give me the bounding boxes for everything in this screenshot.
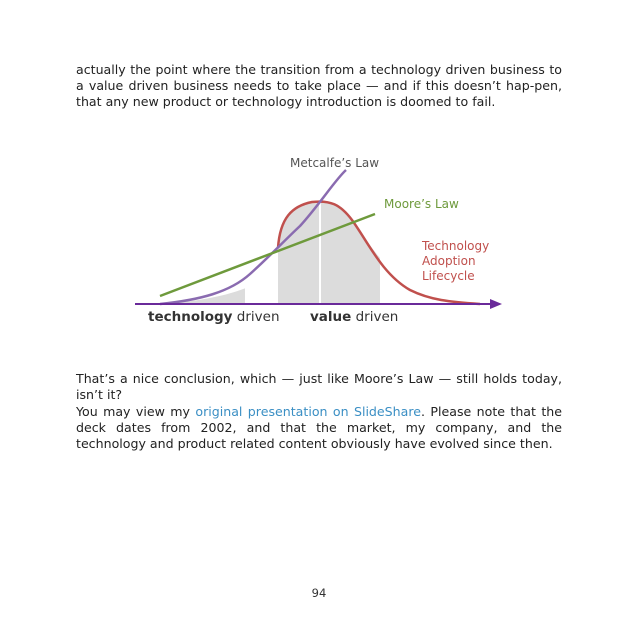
moores-law-label: Moore’s Law [384,197,459,211]
paragraph-intro: actually the point where the transition from a technology driven business to a value driven business needs to take place — and if this doesn’t hap-pen, that any new product or technology introduction is doomed to fail. [76,62,562,109]
paragraph-slideshare-before: You may view my [76,404,196,419]
paragraph-slideshare [76,404,562,452]
paragraph-slideshare-after: . Please note that the deck dates from 2002, and that the market, my company, and the technology and product related content obviously have evolved since then. [76,404,563,451]
technology-adoption-label-line3: Lifecycle [422,269,475,283]
technology-driven-label [148,309,280,325]
technology-driven-bold: technology [148,309,233,325]
technology-adoption-label-line1: Technology [422,239,490,253]
x-axis-arrow [490,299,502,309]
paragraph-conclusion: That’s a nice conclusion, which — just like Moore’s Law — still holds today, isn’t it? [76,371,562,402]
technology-adoption-label-line2: Adoption [422,254,476,268]
slideshare-link[interactable]: original presentation on SlideShare [195,404,422,419]
technology-driven-rest: driven [232,309,280,325]
value-driven-rest: driven [351,309,399,325]
value-driven-label [310,309,398,325]
page-number: 94 [311,586,327,600]
value-driven-bold: value [310,309,352,325]
technology-adoption-diagram [120,140,520,330]
metcalfes-law-label: Metcalfe’s Law [290,156,380,170]
